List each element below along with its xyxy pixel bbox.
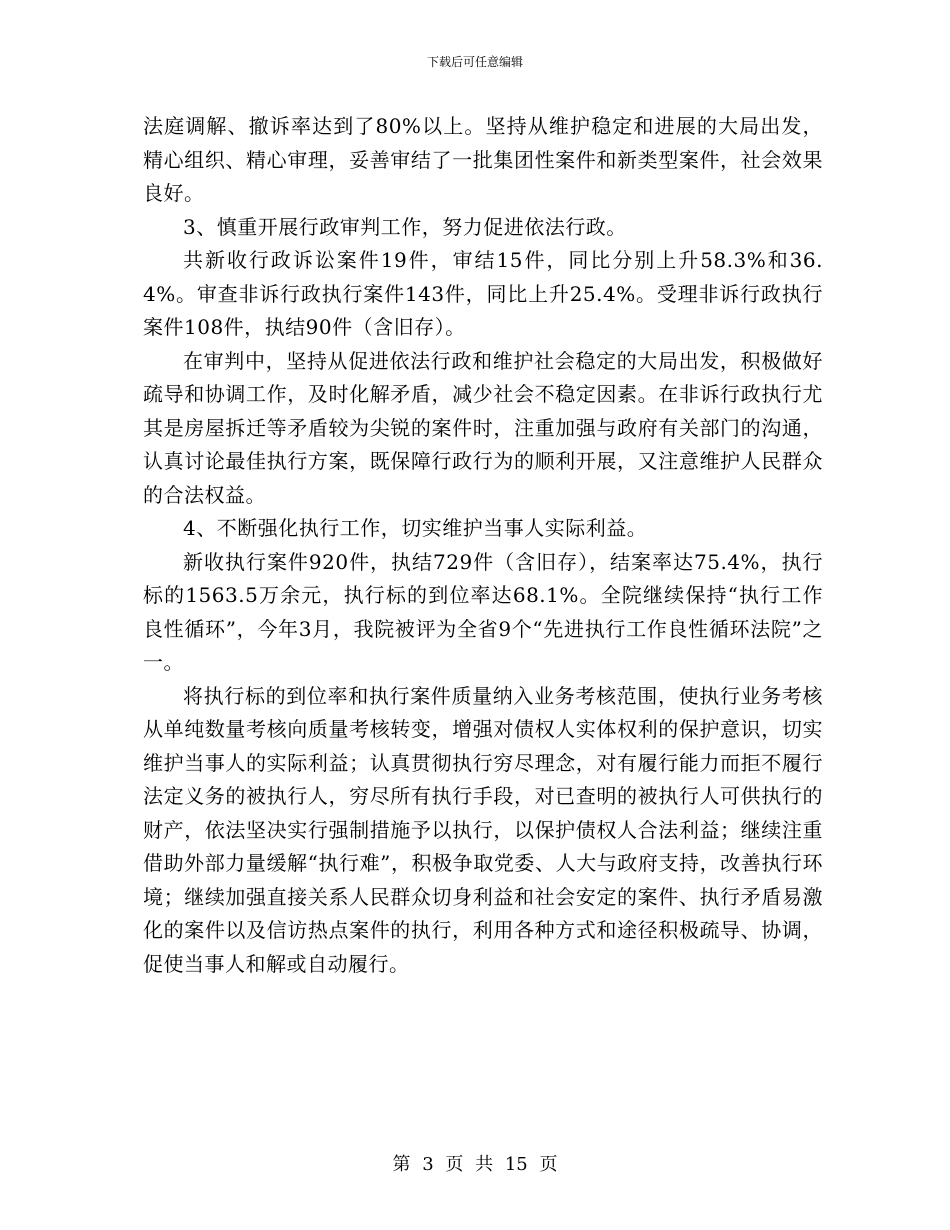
paragraph-5-heading: 4、不断强化执行工作，切实维护当事人实际利益。 — [183, 516, 648, 540]
paragraph-1: 法庭调解、撤诉率达到了80%以上。坚持从维护稳定和进展的大局出发，精心组织、精心审理，妥善审结了一批集团性案件和新类型案件，社会效果良好。 — [143, 114, 823, 205]
page-number-footer: 第 3 页 共 15 页 — [392, 1154, 558, 1175]
paragraph-4: 在审判中，坚持从促进依法行政和维护社会稳定的大局出发，积极做好疏导和协调工作，及时化解矛盾，减少社会不稳定因素。在非诉行政执行尤其是房屋拆迁等矛盾较为尖锐的案件时，注重加强与政府有关部门的沟通，认真讨论最佳执行方案，既保障行政行为的顺利开展，又注意维护人民群众的合法权益。 — [143, 348, 823, 507]
document-body — [143, 110, 823, 981]
paragraph-7: 将执行标的到位率和执行案件质量纳入业务考核范围，使执行业务考核从单纯数量考核向质量考核转变，增强对债权人实体权利的保护意识，切实维护当事人的实际利益；认真贯彻执行穷尽理念，对有履行能力而拒不履行法定义务的被执行人，穷尽所有执行手段，对已查明的被执行人可供执行的财产，依法坚决实行强制措施予以执行，以保护债权人合法利益；继续注重借助外部力量缓解“执行难”，积极争取党委、人大与政府支持，改善执行环境；继续加强直接关系人民群众切身利益和社会安定的案件、执行矛盾易激化的案件以及信访热点案件的执行，利用各种方式和途径积极疏导、协调，促使当事人和解或自动履行。 — [143, 683, 823, 976]
page-header: 下载后可任意编辑 — [426, 55, 523, 69]
paragraph-3: 共新收行政诉讼案件19件，审结15件，同比分别上升58.3%和36.4%。审查非诉行政执行案件143件，同比上升25.4%。受理非诉行政执行案件108件，执结90件（含旧存）。 — [143, 248, 823, 339]
paragraph-6: 新收执行案件920件，执结729件（含旧存），结案率达75.4%，执行标的1563.5万余元，执行标的到位率达68.1%。全院继续保持“执行工作良性循环”，今年3月，我院被评为全省9个“先进执行工作良性循环法院”之一。 — [143, 549, 823, 674]
paragraph-2-heading: 3、慎重开展行政审判工作，努力促进依法行政。 — [183, 214, 627, 239]
